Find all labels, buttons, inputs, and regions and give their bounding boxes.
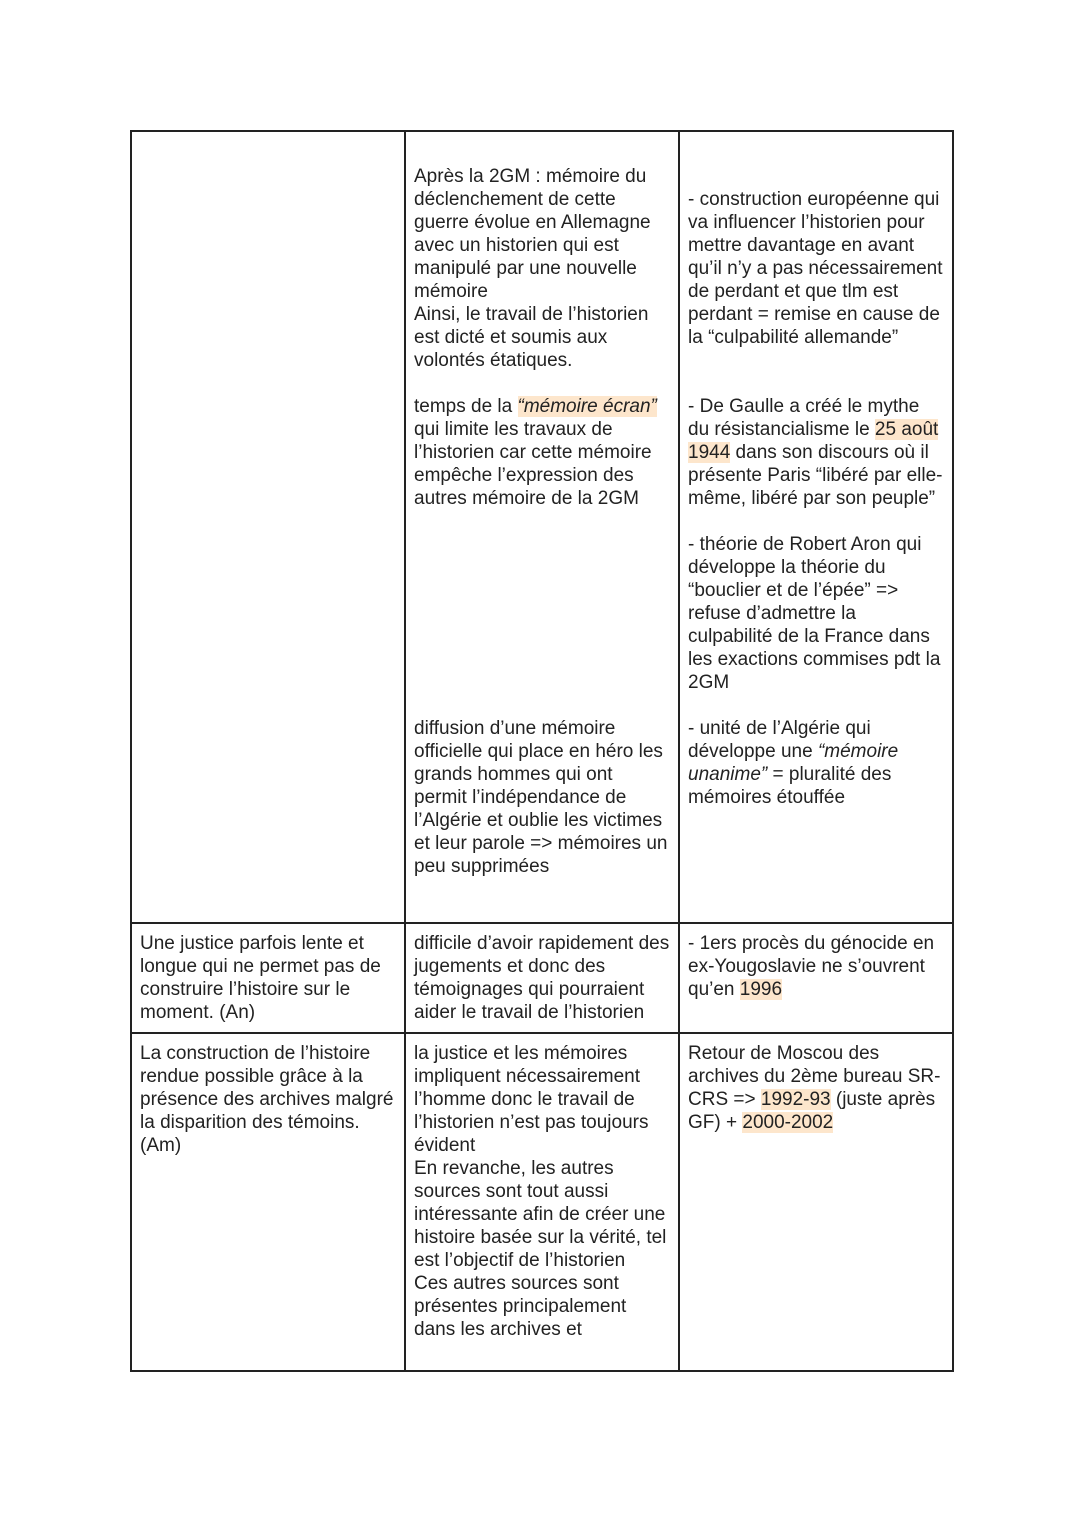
text-line: mémoire (414, 281, 488, 302)
cell-text-block (414, 165, 670, 372)
cell-text-block: En revanche, les autres sources sont tout aussi intéressante afin de créer une histoire basée sur la vérité, tel est l’objectif de l’historien (414, 1158, 667, 1271)
text-run: - 1ers procès du génocide en ex-Yougoslavie ne s’ouvrent qu’en (688, 933, 935, 1000)
highlighted-date: 1992-93 (760, 1089, 831, 1110)
text-line: avec un historien qui est (414, 235, 619, 256)
cell-text-block: la justice et les mémoires impliquent nécessairement l’homme donc le travail de l’historien n’est pas toujours évident (414, 1043, 649, 1156)
cell-r1-c3 (679, 131, 953, 923)
text-run: - De Gaulle a créé le mythe du résistancialisme le (688, 396, 920, 440)
text-run: Retour de Moscou des archives du 2ème bureau SR-CRS => (688, 1043, 941, 1110)
emphasized-term: “mémoire unanime” (688, 741, 899, 785)
highlighted-term: “mémoire écran” (517, 396, 657, 417)
cell-r3-c1: La construction de l’histoire rendue possible grâce à la présence des archives malgré la disparition des témoins. (Am) (131, 1033, 405, 1371)
cell-r3-c2 (405, 1033, 679, 1371)
highlighted-date: 2000-2002 (742, 1112, 834, 1133)
cell-text-block (688, 395, 944, 510)
cell-r2-c3 (679, 923, 953, 1033)
cell-text-block: Ces autres sources sont présentes principalement dans les archives et (414, 1273, 627, 1340)
text-run: - unité de l’Algérie qui développe une (688, 718, 871, 762)
table-row (131, 923, 953, 1033)
text-line: manipulé par une nouvelle (414, 258, 637, 279)
text-line: Ainsi, le travail de l’historien (414, 304, 649, 325)
table-row (131, 131, 953, 923)
text-run: = pluralité des mémoires étouffée (688, 764, 892, 808)
cell-r1-c2 (405, 131, 679, 923)
highlighted-date: 1996 (739, 979, 783, 1000)
cell-r1-c1 (131, 131, 405, 923)
cell-text-block: - théorie de Robert Aron qui développe la théorie du “bouclier et de l’épée” => refuse d’admettre la culpabilité de la France dans les exactions commises pdt la 2GM (688, 534, 941, 693)
text-run: qui limite les travaux de l’historien car cette mémoire empêche l’expression des autres mémoire de la 2GM (414, 419, 652, 509)
cell-r2-c1: Une justice parfois lente et longue qui ne permet pas de construire l’histoire sur le moment. (An) (131, 923, 405, 1033)
table-row (131, 1033, 953, 1371)
cell-text-block (688, 717, 944, 809)
text-run: dans son discours où il présente Paris “libéré par elle-même, libéré par son peuple” (688, 442, 943, 509)
cell-r2-c2: difficile d’avoir rapidement des jugements et donc des témoignages qui pourraient aider le travail de l’historien (405, 923, 679, 1033)
text-line: guerre évolue en Allemagne (414, 212, 651, 233)
cell-text-block (414, 395, 670, 510)
text-run: (juste après GF) + (688, 1089, 936, 1133)
notes-table (130, 130, 954, 1372)
cell-text-block: - construction européenne qui va influencer l’historien pour mettre davantage en avant qu’il n’y a pas nécessairement de perdant et que tlm est perdant = remise en cause de la “culpabilité allemande” (688, 189, 943, 348)
cell-r3-c3 (679, 1033, 953, 1371)
highlighted-date: 25 août 1944 (688, 419, 939, 463)
text-run: temps de la (414, 396, 518, 417)
text-line: Après la 2GM : mémoire du (414, 166, 647, 187)
text-line: volontés étatiques. (414, 350, 573, 371)
text-line: déclenchement de cette (414, 189, 616, 210)
text-line: est dicté et soumis aux (414, 327, 608, 348)
cell-text-block: diffusion d’une mémoire officielle qui place en héro les grands hommes qui ont permit l’indépendance de l’Algérie et oublie les victimes et leur parole => mémoires un peu supprimées (414, 718, 668, 877)
